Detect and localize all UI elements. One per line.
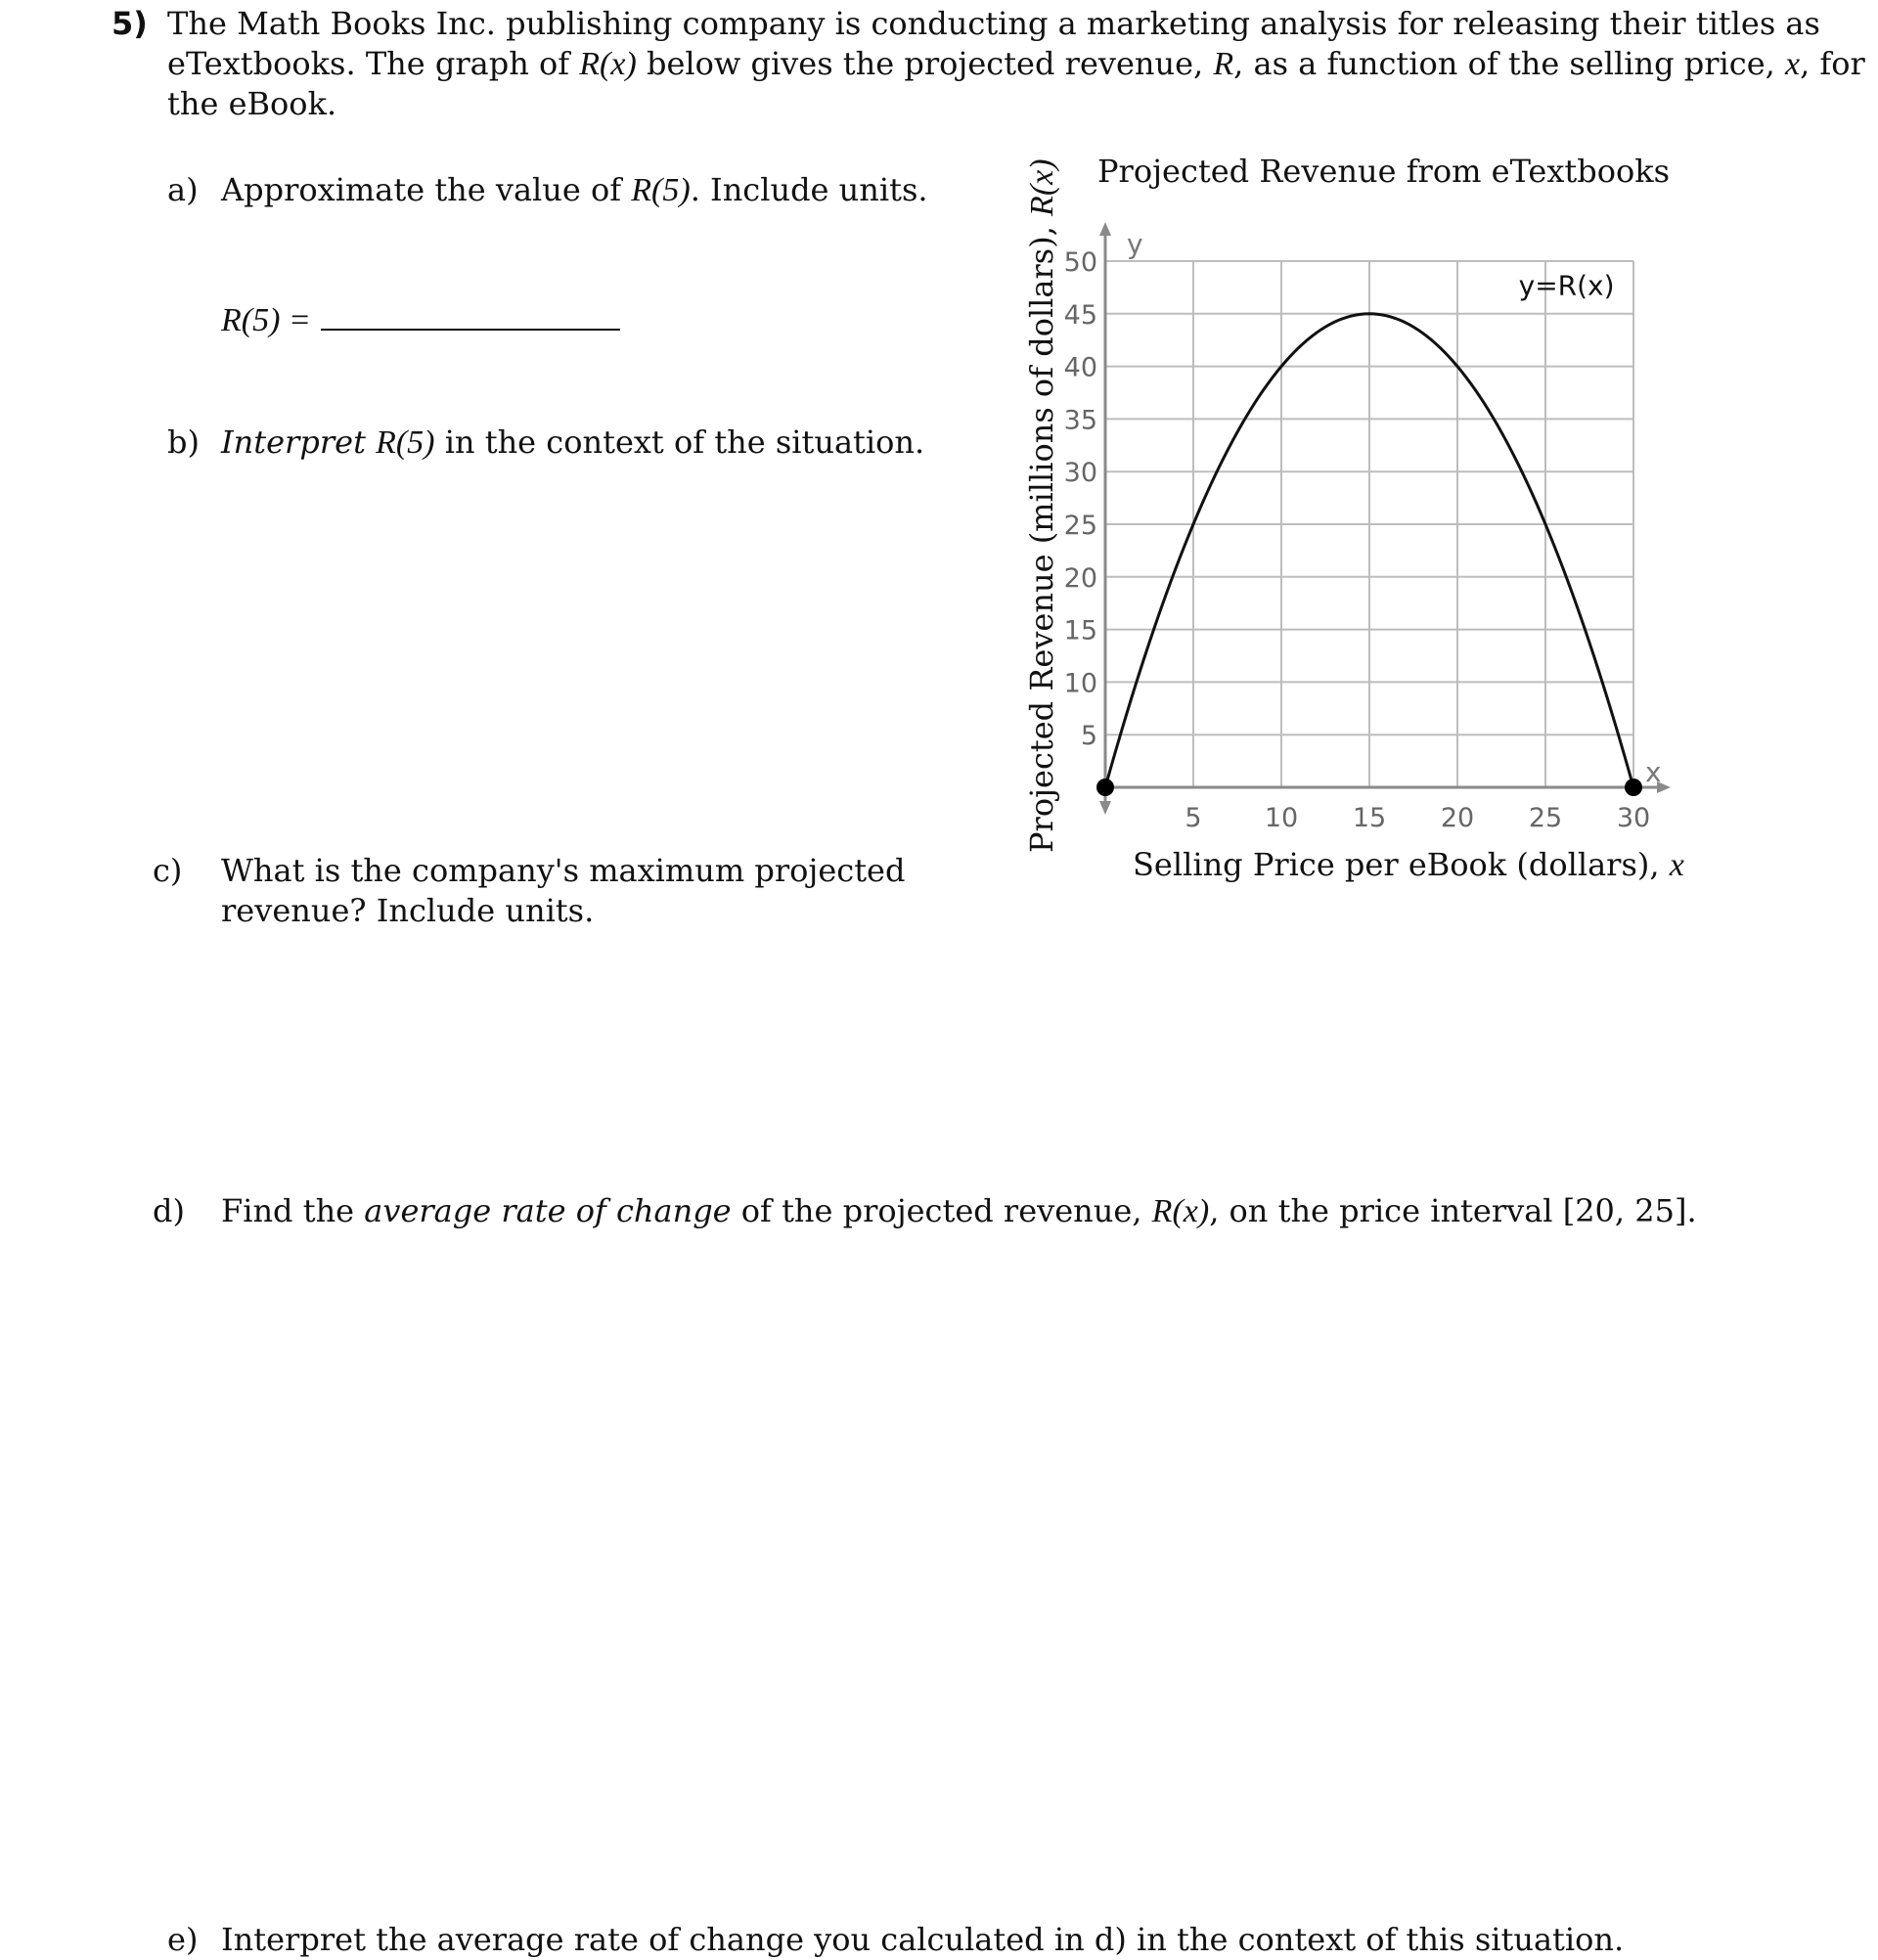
problem-line-2-text-c: , as a function of the selling price,: [1233, 45, 1775, 82]
problem-line-2-text-b: below gives the projected revenue,: [646, 45, 1204, 82]
y-tick-label-35: 35: [1063, 405, 1097, 436]
y-tick-label-30: 30: [1063, 458, 1097, 489]
x-tick-label-30: 30: [1616, 803, 1651, 833]
y-axis-arrow-down: [1099, 801, 1111, 815]
problem-line-3: the eBook.: [167, 85, 337, 122]
part-e-label: e): [167, 1921, 199, 1958]
chart-axes: [1099, 222, 1671, 815]
problem-number: 5): [112, 5, 148, 42]
chart-x-axis-title-var: x: [1669, 847, 1684, 883]
y-tick-label-40: 40: [1063, 352, 1097, 383]
part-b-question: [221, 423, 924, 463]
y-tick-label-10: 10: [1063, 668, 1097, 699]
part-b-expr: R(5): [376, 424, 435, 461]
x-axis-letter: x: [1645, 756, 1662, 788]
part-d-text-c: , on the price interval [20, 25].: [1209, 1192, 1697, 1229]
chart-labels: [1127, 228, 1662, 788]
y-axis-arrow: [1099, 222, 1111, 236]
problem-line-2-text-a: eTextbooks. The graph of: [167, 45, 570, 82]
part-d-text-a: Find the: [221, 1192, 355, 1229]
chart-y-axis-title-var: R(x): [1024, 158, 1060, 216]
part-b-text: in the context of the situation.: [444, 423, 925, 461]
chart-title: Projected Revenue from eTextbooks: [1097, 153, 1671, 190]
marked-point-0: [1096, 779, 1114, 796]
y-tick-label-15: 15: [1063, 615, 1097, 646]
curve-label: y=R(x): [1518, 269, 1615, 302]
part-c-line-2: revenue? Include units.: [221, 892, 595, 929]
x-tick-label-25: 25: [1528, 803, 1563, 833]
x-tick-label-15: 15: [1352, 803, 1387, 833]
part-a-question: [221, 170, 928, 210]
y-tick-label-45: 45: [1063, 299, 1097, 331]
y-axis-letter: y: [1127, 228, 1143, 260]
part-c-label: c): [153, 852, 183, 889]
part-d-emph: average rate of change: [364, 1192, 732, 1229]
problem-line-1: [167, 4, 1820, 44]
chart-grid: [1105, 261, 1633, 787]
part-e-question: Interpret the average rate of change you calculated in d) in the context of this situation.: [221, 1921, 1625, 1958]
x-variable: x: [1784, 46, 1801, 82]
problem-line-2: [167, 44, 1865, 84]
chart-x-axis-title: [1133, 846, 1684, 884]
y-tick-label-5: 5: [1080, 721, 1097, 752]
part-d-label: d): [153, 1192, 185, 1229]
x-tick-label-10: 10: [1264, 803, 1299, 833]
x-tick-label-20: 20: [1440, 803, 1475, 833]
part-d-text-b: of the projected revenue,: [740, 1192, 1142, 1229]
part-a-text: Approximate the value of: [221, 171, 622, 208]
y-tick-label-50: 50: [1063, 247, 1097, 278]
rx-expression: R(x): [579, 46, 637, 82]
part-a-suffix: . Include units.: [690, 171, 928, 208]
problem-line-1-text: The Math Books Inc. publishing company is conducting a marketing analysis for releasing their titles as: [167, 5, 1820, 42]
answer-blank[interactable]: [321, 299, 620, 331]
x-tick-label-5: 5: [1185, 803, 1202, 833]
part-c-line-1: What is the company's maximum projected: [221, 852, 906, 889]
y-tick-label-25: 25: [1063, 511, 1097, 541]
y-tick-label-20: 20: [1063, 562, 1097, 594]
part-d-expr: R(x): [1151, 1193, 1210, 1229]
marked-point-1: [1625, 779, 1642, 796]
part-a-answer-label: R(5) =: [221, 302, 311, 338]
part-a-expr: R(5): [631, 172, 691, 208]
part-a-answer-line: [221, 299, 620, 340]
part-d-question: [221, 1191, 1697, 1231]
part-b-verb: Interpret: [221, 423, 366, 461]
part-a-label: a): [167, 171, 199, 208]
chart-y-axis-title-text: Projected Revenue (millions of dollars),: [1023, 226, 1060, 853]
chart-ticks: [1064, 247, 1651, 833]
r-variable: R: [1213, 46, 1234, 82]
part-b-label: b): [167, 423, 200, 461]
problem-line-2-text-d: , for: [1800, 45, 1865, 82]
revenue-chart: [1037, 220, 1682, 836]
chart-x-axis-title-text: Selling Price per eBook (dollars),: [1133, 846, 1660, 883]
